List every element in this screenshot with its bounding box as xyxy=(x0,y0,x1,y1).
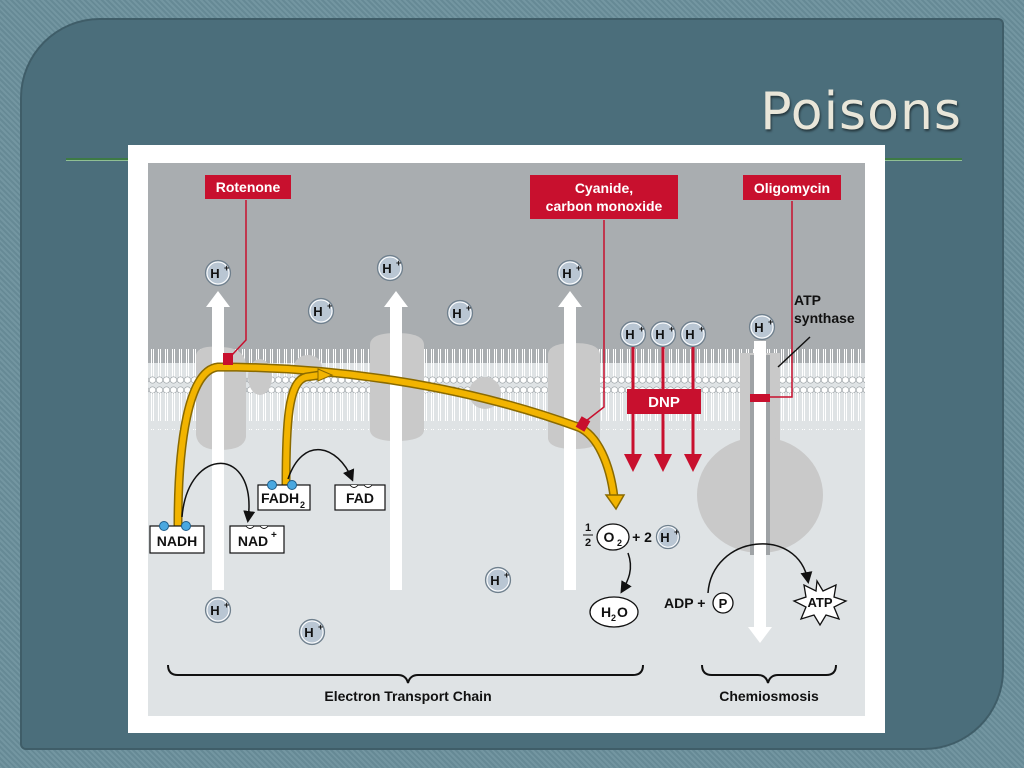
svg-text:H: H xyxy=(655,327,665,342)
svg-text:+: + xyxy=(318,622,324,632)
nad-plus-box xyxy=(230,526,284,553)
proton-matrix-3 xyxy=(486,568,511,593)
nadh-box xyxy=(150,522,204,554)
svg-text:H: H xyxy=(660,530,670,545)
proton-dnp-2 xyxy=(651,322,676,347)
fad-label: FAD xyxy=(346,490,374,506)
svg-text:+: + xyxy=(466,303,472,313)
poisons-diagram xyxy=(128,145,885,733)
adp-label: ADP + xyxy=(664,595,706,611)
svg-text:+ 2: + 2 xyxy=(632,529,652,545)
phosphate-label: P xyxy=(718,596,728,611)
svg-text:+: + xyxy=(327,301,333,311)
dnp-label: DNP xyxy=(648,394,680,411)
svg-text:H: H xyxy=(754,320,764,335)
svg-text:+: + xyxy=(576,263,582,273)
svg-text:H: H xyxy=(601,604,612,620)
svg-text:H: H xyxy=(490,573,500,588)
svg-text:2: 2 xyxy=(300,500,306,510)
cyanide-label-line1: Cyanide, xyxy=(574,180,634,196)
svg-text:+: + xyxy=(504,570,510,580)
proton-ims-3 xyxy=(378,256,403,281)
fadh2-box xyxy=(258,481,310,511)
nadh-label: NADH xyxy=(156,533,198,549)
svg-text:+: + xyxy=(271,530,277,541)
svg-text:2: 2 xyxy=(611,613,617,623)
chemiosmosis-label: Chemiosmosis xyxy=(719,688,819,704)
svg-text:H: H xyxy=(685,327,695,342)
proton-dnp-1 xyxy=(621,322,646,347)
etc-diagram-svg xyxy=(128,145,885,733)
proton-ims-2 xyxy=(309,299,334,324)
svg-text:H: H xyxy=(452,306,462,321)
svg-text:H: H xyxy=(210,603,220,618)
svg-text:2: 2 xyxy=(617,538,623,548)
atp-synthase-label-line2: synthase xyxy=(794,310,855,326)
pump-arrow-3 xyxy=(564,305,576,590)
svg-text:+: + xyxy=(674,527,680,537)
slide-title: Poisons xyxy=(760,82,962,142)
svg-text:H: H xyxy=(304,625,314,640)
svg-text:+: + xyxy=(224,263,230,273)
svg-text:H: H xyxy=(625,327,635,342)
svg-text:+: + xyxy=(768,317,774,327)
proton-dnp-3 xyxy=(681,322,706,347)
oligomycin-block xyxy=(750,394,770,402)
atp-synthase-label-line1: ATP xyxy=(794,292,821,308)
etc-label: Electron Transport Chain xyxy=(324,688,492,704)
fadh2-label: FADH xyxy=(260,490,300,506)
svg-text:H: H xyxy=(382,261,392,276)
cyanide-label-line2: carbon monoxide xyxy=(545,198,663,214)
proton-ims-1 xyxy=(206,261,231,286)
rotenone-block xyxy=(223,353,233,365)
rotenone-label: Rotenone xyxy=(215,179,281,195)
svg-text:2: 2 xyxy=(584,537,592,549)
pump-arrow-2 xyxy=(390,305,402,590)
svg-text:1: 1 xyxy=(584,522,592,534)
svg-text:H: H xyxy=(313,304,323,319)
svg-text:H: H xyxy=(562,266,572,281)
proton-matrix-1 xyxy=(206,598,231,623)
pump-arrow-1 xyxy=(212,305,224,590)
atp-label: ATP xyxy=(807,595,833,610)
svg-text:H: H xyxy=(210,266,220,281)
synthase-proton-arrow xyxy=(754,341,766,629)
proton-synthase-top xyxy=(750,315,775,340)
svg-text:+: + xyxy=(699,324,705,334)
svg-text:+: + xyxy=(669,324,675,334)
svg-text:+: + xyxy=(639,324,645,334)
o2-label: O xyxy=(603,529,615,545)
proton-matrix-2 xyxy=(300,620,325,645)
nad-plus-label: NAD xyxy=(237,533,269,549)
svg-text:O: O xyxy=(617,604,628,620)
fad-box xyxy=(335,485,385,510)
svg-text:+: + xyxy=(396,258,402,268)
svg-text:+: + xyxy=(224,600,230,610)
proton-ims-5 xyxy=(558,261,583,286)
oligomycin-label: Oligomycin xyxy=(753,180,831,196)
proton-ims-4 xyxy=(448,301,473,326)
